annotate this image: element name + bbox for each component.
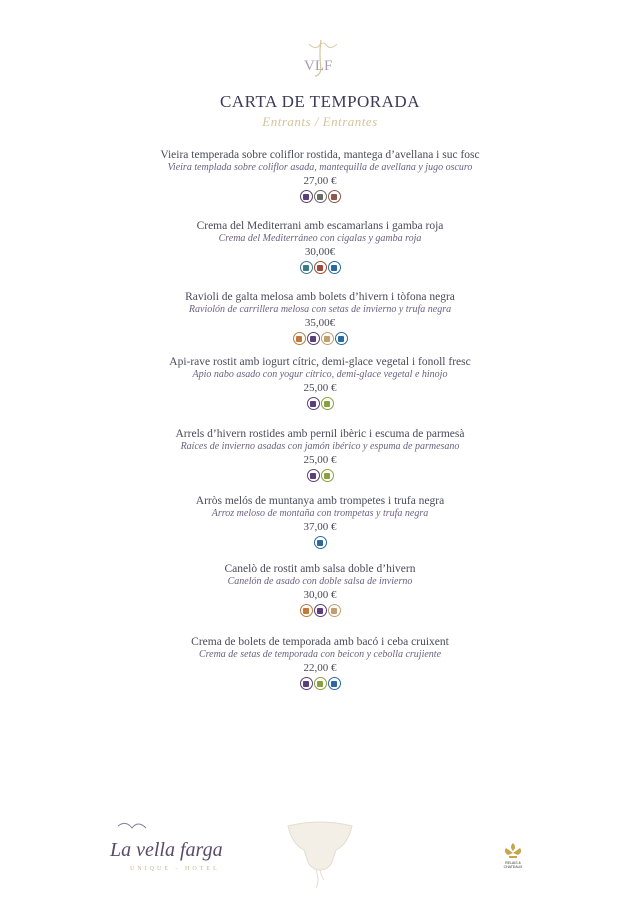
allergen-nuts-icon — [293, 332, 306, 345]
dish-name-spanish: Crema del Mediterráneo con cigalas y gamba roja — [218, 233, 422, 244]
menu-title: CARTA DE TEMPORADA — [220, 92, 420, 111]
allergen-egg-icon — [328, 190, 341, 203]
dish-price: 35,00€ — [304, 317, 336, 329]
allergen-icons — [0, 677, 640, 690]
ornament-chandelier-icon — [282, 818, 358, 893]
dish-price: 27,00 € — [303, 175, 337, 187]
allergen-mollusc-icon — [335, 332, 348, 345]
allergen-gluten-icon — [314, 604, 327, 617]
dish-price: 37,00 € — [303, 521, 337, 533]
dish-price: 25,00 € — [303, 454, 337, 466]
dish-price: 22,00 € — [303, 662, 337, 674]
hotel-logo — [108, 818, 228, 876]
allergen-icons — [0, 536, 640, 549]
dish-name-spanish: Canelón de asado con doble salsa de invierno — [227, 576, 413, 587]
dish-item — [0, 290, 640, 345]
allergen-mollusc-icon — [314, 536, 327, 549]
allergen-icons — [0, 397, 640, 410]
dish-item — [0, 355, 640, 410]
allergen-icons — [0, 332, 640, 345]
dish-name-spanish: Vieira templada sobre coliflor asada, mantequilla de avellana y jugo oscuro — [167, 162, 473, 173]
dish-name-catalan: Arrels d’hivern rostides amb pernil ibèric i escuma de parmesà — [175, 428, 465, 440]
dish-item — [0, 427, 640, 482]
allergen-nuts-icon — [300, 604, 313, 617]
dish-name-catalan: Crema del Mediterrani amb escamarlans i gamba roja — [196, 220, 444, 232]
svg-text:VLF: VLF — [304, 58, 333, 74]
allergen-icons — [0, 604, 640, 617]
allergen-mollusc-icon — [328, 677, 341, 690]
dish-name-spanish: Arroz meloso de montaña con trompetas y trufa negra — [211, 508, 429, 519]
dish-item — [0, 494, 640, 549]
dish-name-catalan: Api-rave rostit amb iogurt cítric, demi-glace vegetal i fonoll fresc — [169, 356, 471, 368]
dish-name-catalan: Crema de bolets de temporada amb bacó i ceba cruixent — [191, 636, 449, 648]
allergen-lactose-icon — [314, 190, 327, 203]
allergen-celery-icon — [314, 677, 327, 690]
allergen-gluten-icon — [300, 190, 313, 203]
monogram-logo — [295, 36, 345, 78]
svg-text:La vella farga: La vella farga — [110, 839, 223, 861]
dish-item — [0, 562, 640, 617]
allergen-crustacean-icon — [314, 261, 327, 274]
allergen-fish-icon — [300, 261, 313, 274]
allergen-gluten-icon — [300, 677, 313, 690]
allergen-gluten-icon — [307, 469, 320, 482]
allergen-celery-icon — [321, 469, 334, 482]
dish-item — [0, 635, 640, 690]
dish-price: 25,00 € — [303, 382, 337, 394]
svg-text:UNIQUE - HOTEL: UNIQUE - HOTEL — [130, 866, 220, 872]
allergen-mollusc-icon — [328, 261, 341, 274]
dish-price: 30,00 € — [303, 589, 337, 601]
allergen-sulphites-icon — [328, 604, 341, 617]
allergen-gluten-icon — [307, 397, 320, 410]
dish-price: 30,00€ — [304, 246, 336, 258]
dish-name-spanish: Raviolón de carrillera melosa con setas de invierno y trufa negra — [188, 304, 452, 315]
dish-name-catalan: Ravioli de galta melosa amb bolets d’hivern i tòfona negra — [185, 291, 455, 303]
allergen-icons — [0, 469, 640, 482]
dish-item — [0, 219, 640, 274]
allergen-icons — [0, 261, 640, 274]
allergen-sulphites-icon — [321, 332, 334, 345]
dish-name-catalan: Vieira temperada sobre coliflor rostida, mantega d’avellana i suc fosc — [160, 149, 480, 161]
dish-item — [0, 148, 640, 203]
relais-chateaux-logo — [498, 840, 528, 870]
menu-subtitle: Entrants / Entrantes — [262, 114, 378, 129]
dish-name-spanish: Raíces de invierno asadas con jamón ibérico y espuma de parmesano — [180, 441, 460, 452]
dish-name-spanish: Apio nabo asado con yogur cítrico, demi-glace vegetal e hinojo — [192, 369, 448, 380]
dish-name-spanish: Crema de setas de temporada con beicon y cebolla crujiente — [198, 649, 442, 660]
allergen-gluten-icon — [307, 332, 320, 345]
dish-name-catalan: Arròs melós de muntanya amb trompetes i trufa negra — [195, 495, 445, 507]
allergen-celery-icon — [321, 397, 334, 410]
svg-text:CHATEAUX: CHATEAUX — [503, 865, 523, 869]
dish-name-catalan: Canelò de rostit amb salsa doble d’hivern — [224, 563, 416, 575]
svg-text:RELAIS &: RELAIS & — [505, 861, 521, 865]
allergen-icons — [0, 190, 640, 203]
